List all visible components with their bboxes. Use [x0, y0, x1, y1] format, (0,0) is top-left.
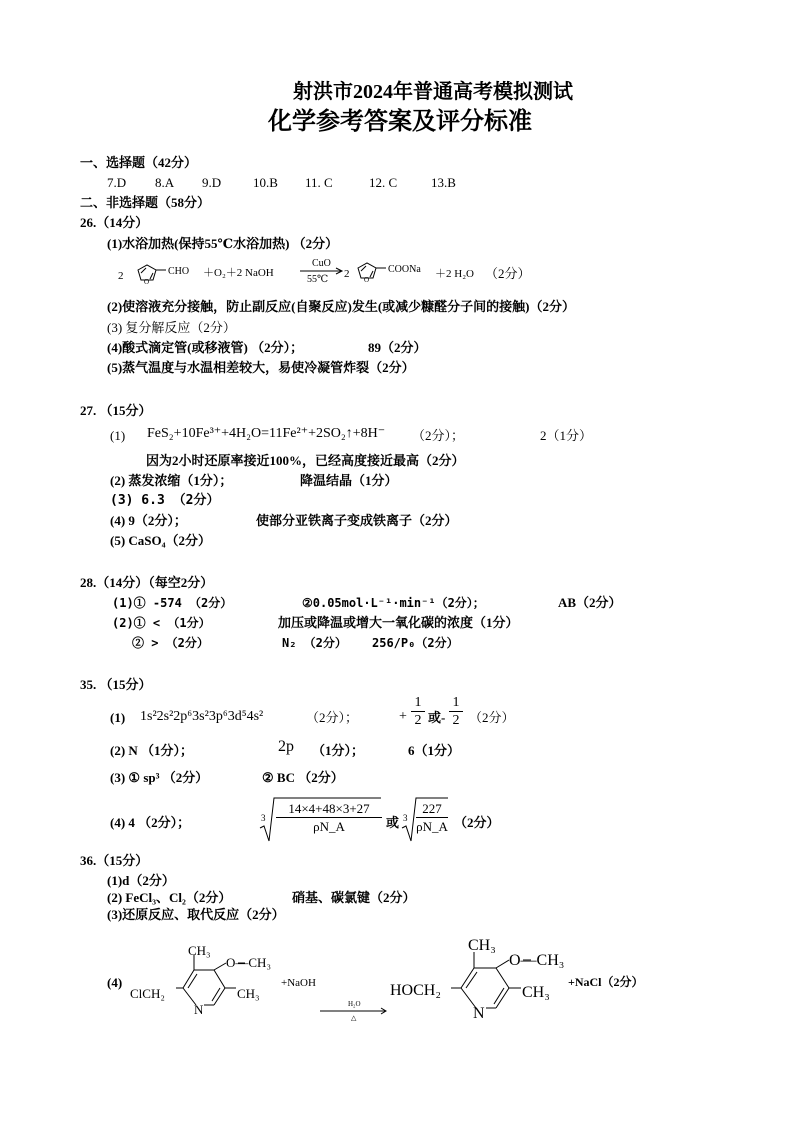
arrow-condition-bottom: △ [351, 1014, 357, 1022]
reaction-arrow-36 [318, 996, 390, 1024]
furan-ring-right [358, 263, 386, 278]
coef-2-left: 2 [118, 270, 124, 282]
svg-text:3: 3 [261, 813, 266, 823]
och3-right: O—CH₃ [509, 952, 565, 969]
answer-12: 12. C [369, 175, 398, 190]
q27-part1-score: （2分）； [412, 428, 465, 443]
q28-part3a: ② > （2分） [132, 636, 209, 650]
spin-plus: + [399, 709, 407, 724]
q27-part1-label: (1) [110, 428, 126, 443]
q26-part4b: 89（2分） [368, 340, 427, 355]
equation-score: （2分） [485, 266, 531, 281]
q27-part4b: 使部分亚铁离子变成铁离子（2分） [256, 513, 458, 528]
svg-text:O: O [364, 276, 370, 284]
q35-heading: 35. （15分） [80, 677, 152, 692]
ch3-right-left: CH₃ [237, 986, 260, 1001]
clch2-group: ClCH₂ [130, 986, 165, 1001]
q27-part1-note: 因为2小时还原率接近100%，已经高度接近最高（2分） [146, 453, 465, 468]
spin-fraction-positive: $\frac{1}{2}$ [411, 694, 425, 729]
q28-part2a: (2)① < （1分） [112, 616, 211, 630]
coona-group: COONa [388, 264, 421, 275]
q35-part1-score: （2分）； [306, 710, 359, 725]
q27-part3: (3) 6.3 （2分） [110, 493, 220, 508]
q27-heading: 27. （15分） [80, 403, 152, 418]
naoh-reagent: +NaOH [281, 977, 316, 989]
page-subtitle: 化学参考答案及评分标准 [268, 107, 532, 135]
q27-part1b: 2（1分） [540, 428, 593, 443]
reactant-structure [128, 935, 328, 1020]
q27-part5: (5) CaSO₄（2分） [110, 533, 212, 548]
q36-part2b: 硝基、碳氯键（2分） [292, 890, 416, 905]
q36-part2a: (2) FeCl₃、Cl₂（2分） [107, 890, 232, 905]
och3-left: O—CH₃ [226, 955, 271, 970]
hoch2-group: HOCH₂ [390, 982, 441, 999]
q36-part1: (1)d（2分） [107, 873, 175, 888]
q35-part2d: 6（1分） [408, 743, 461, 758]
ch3-right-right: CH₃ [522, 984, 550, 1001]
product-structure [388, 928, 688, 1020]
nitrogen-right: N [473, 1005, 485, 1020]
answer-10: 10.B [253, 175, 278, 190]
q26-part2: (2)使溶液充分接触，防止副反应(自聚反应)发生(或减少糠醛分子间的接触)（2分） [107, 299, 575, 314]
ch3-top-right: CH₃ [468, 937, 496, 954]
q26-part3: (3) 复分解反应（2分） [107, 320, 236, 335]
q35-part2b: 2p [278, 738, 294, 755]
q35-part3a: (3) ① sp³ （2分） [110, 770, 209, 785]
ch3-top-left: CH₃ [188, 943, 211, 958]
products-tail: ＋2 H₂O [435, 268, 474, 280]
q35-part1-label: (1) [110, 710, 126, 725]
q26-part4a: (4)酸式滴定管(或移液管) （2分）； [107, 340, 304, 355]
spin-fraction-negative: $\frac{1}{2}$ [449, 694, 463, 729]
q27-part4a: (4) 9（2分）； [110, 513, 187, 528]
answer-8: 8.A [155, 175, 175, 190]
q35-part4a: (4) 4 （2分）； [110, 815, 191, 830]
reactants-middle: ＋O₂＋2 NaOH [203, 267, 274, 279]
q26-reaction-equation [100, 252, 540, 292]
page-title: 射洪市2024年普通高考模拟测试 [293, 81, 573, 103]
q28-heading: 28.（14分）（每空2分） [80, 575, 214, 590]
root-fraction-1: $\frac{14\times 4+48\times 3+27}{\rho N\_A}$ [276, 800, 382, 835]
answer-13: 13.B [431, 175, 456, 190]
section-2-heading: 二、非选择题（58分） [80, 195, 211, 210]
nitrogen-left: N [194, 1002, 204, 1017]
q35-part2a: (2) N （1分）； [110, 743, 194, 758]
furan-ring-left [138, 265, 166, 280]
q35-part3b: ② BC （2分） [262, 770, 344, 785]
spin-score: （2分） [469, 710, 515, 725]
q28-part1a: (1)① -574 （2分） [112, 596, 233, 610]
q36-part4-label: (4) [107, 975, 123, 990]
cho-group: CHO [168, 266, 190, 277]
svg-text:O: O [144, 278, 150, 286]
q28-part2b: 加压或降温或增大一氧化碳的浓度（1分） [278, 615, 519, 630]
q27-part1-equation: FeS₂+10Fe³⁺+4H₂O=11Fe²⁺+2SO₂↑+8H⁻ [147, 426, 386, 441]
spin-or: 或- [428, 710, 446, 725]
nacl-product: +NaCl（2分） [568, 975, 644, 989]
answer-11: 11. C [305, 175, 333, 190]
q36-part3: (3)还原反应、取代反应（2分） [107, 907, 285, 922]
answer-7: 7.D [107, 175, 127, 190]
q35-electron-config: 1s²2s²2p⁶3s²3p⁶3d⁵4s² [140, 709, 264, 724]
catalyst: CuO [312, 258, 331, 269]
q28-part3b: N₂ （2分） [282, 636, 347, 650]
q27-part2b: 降温结晶（1分） [300, 473, 398, 488]
q36-heading: 36.（15分） [80, 853, 149, 868]
arrow-condition-top: H₂O [348, 1000, 361, 1008]
root-fraction-2: $\frac{227}{\rho N\_A}$ [416, 801, 448, 834]
q28-part3c: 256/P₀（2分） [372, 636, 459, 650]
coef-2-right: 2 [344, 268, 350, 280]
q28-part1b: ②0.05mol·L⁻¹·min⁻¹（2分）； [302, 596, 485, 610]
q26-heading: 26.（14分） [80, 215, 149, 230]
answer-9: 9.D [202, 175, 222, 190]
q35-part2c: （1分）； [312, 743, 365, 758]
section-1-heading: 一、选择题（42分） [80, 155, 198, 170]
q28-part1c: AB（2分） [558, 595, 622, 610]
temperature: 55℃ [307, 274, 329, 285]
q26-part1: (1)水浴加热(保持55℃水浴加热) （2分） [107, 236, 339, 251]
q35-part4-score: （2分） [454, 815, 500, 830]
q26-part5: (5)蒸气温度与水温相差较大，易使冷凝管炸裂（2分） [107, 360, 415, 375]
svg-text:3: 3 [403, 813, 408, 823]
q27-part2a: (2) 蒸发浓缩（1分）； [110, 473, 233, 488]
root-or: 或 [386, 815, 400, 830]
